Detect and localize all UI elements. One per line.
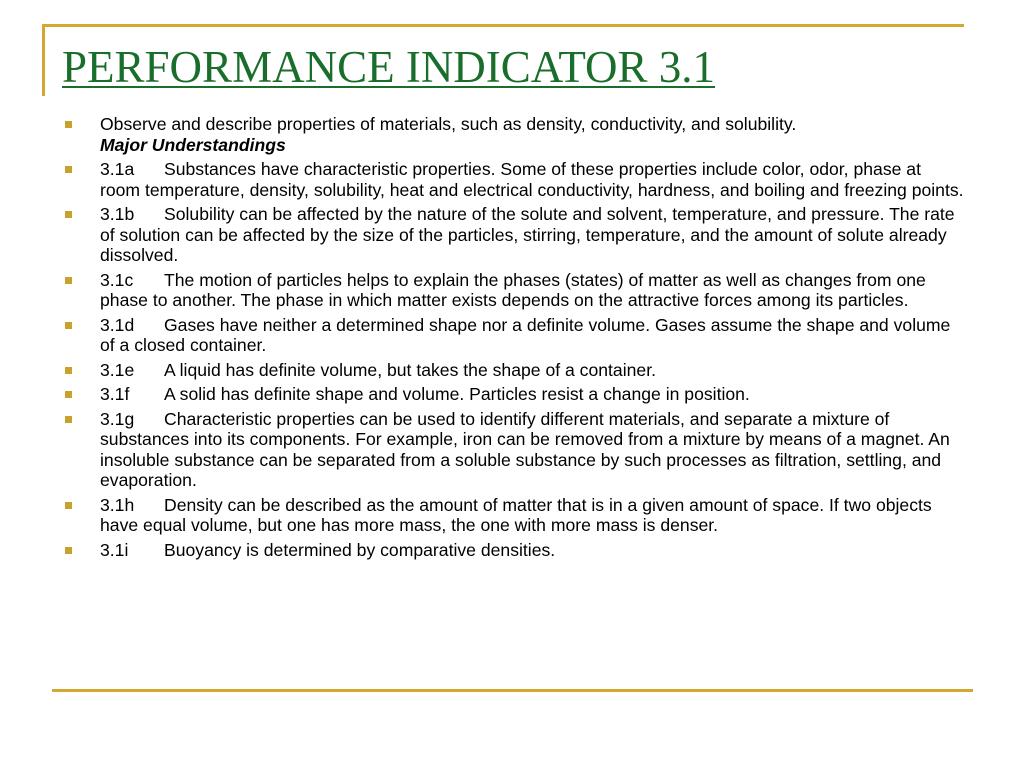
item-text: The motion of particles helps to explain the phases (states) of matter as well as changes from one phase to another. The phase in which matter exists depends on the attractive forces among its particles. bbox=[100, 269, 926, 310]
bullet-list bbox=[64, 114, 964, 564]
item-text: Solubility can be affected by the nature of the solute and solvent, temperature, and pressure. The rate of solution can be affected by the size of the particles, stirring, temperature, and the amount of solute already dissolved. bbox=[100, 204, 955, 265]
square-bullet-icon bbox=[65, 547, 72, 554]
list-item bbox=[64, 495, 964, 536]
item-text: Gases have neither a determined shape nor a definite volume. Gases assume the shape and volume of a closed container. bbox=[100, 314, 951, 355]
list-item bbox=[64, 360, 964, 381]
frame-bottom-rule bbox=[52, 689, 973, 692]
intro-item bbox=[64, 114, 964, 155]
item-code: 3.1f bbox=[100, 384, 130, 404]
item-text: Characteristic properties can be used to identify different materials, and separate a mixture of substances into its components. For example, iron can be removed from a mixture by means of a magnet. An insoluble substance can be separated from a soluble substance by such processes as filtration, settling, and evaporation. bbox=[100, 408, 950, 490]
square-bullet-icon bbox=[65, 416, 72, 423]
item-code: 3.1a bbox=[100, 159, 135, 179]
list-item bbox=[64, 540, 964, 561]
item-code: 3.1b bbox=[100, 204, 135, 224]
square-bullet-icon bbox=[65, 367, 72, 374]
square-bullet-icon bbox=[65, 391, 72, 398]
list-item bbox=[64, 270, 964, 311]
item-text: A liquid has definite volume, but takes the shape of a container. bbox=[164, 359, 656, 380]
frame-left-rule bbox=[42, 24, 45, 96]
square-bullet-icon bbox=[65, 322, 72, 329]
item-code: 3.1d bbox=[100, 314, 135, 335]
list-item bbox=[64, 159, 964, 200]
square-bullet-icon bbox=[65, 502, 72, 509]
item-code: 3.1g bbox=[100, 408, 135, 429]
square-bullet-icon bbox=[65, 211, 72, 218]
subheading-major-understandings: Major Understandings bbox=[100, 134, 286, 155]
list-item bbox=[64, 384, 964, 405]
frame-top-rule bbox=[42, 24, 964, 27]
list-item bbox=[64, 315, 964, 356]
item-code: 3.1c bbox=[100, 269, 134, 290]
square-bullet-icon bbox=[65, 121, 72, 128]
item-code: 3.1e bbox=[100, 359, 135, 380]
list-item bbox=[64, 409, 964, 491]
square-bullet-icon bbox=[65, 277, 72, 284]
item-code: 3.1h bbox=[100, 494, 135, 515]
item-text: Buoyancy is determined by comparative densities. bbox=[164, 539, 556, 560]
intro-text: Observe and describe properties of materials, such as density, conductivity, and solubility. bbox=[100, 114, 797, 134]
item-text: Substances have characteristic properties. Some of these properties include color, odor, phase at room temperature, density, solubility, heat and electrical conductivity, hardness, and boiling and freezing points. bbox=[100, 159, 964, 200]
item-code: 3.1i bbox=[100, 539, 129, 560]
list-item bbox=[64, 204, 964, 266]
slide-title: PERFORMANCE INDICATOR 3.1 bbox=[62, 42, 716, 92]
item-text: Density can be described as the amount of matter that is in a given amount of space. If two objects have equal volume, but one has more mass, the one with more mass is denser. bbox=[100, 494, 932, 535]
square-bullet-icon bbox=[65, 166, 72, 173]
item-text: A solid has definite shape and volume. Particles resist a change in position. bbox=[164, 384, 750, 404]
